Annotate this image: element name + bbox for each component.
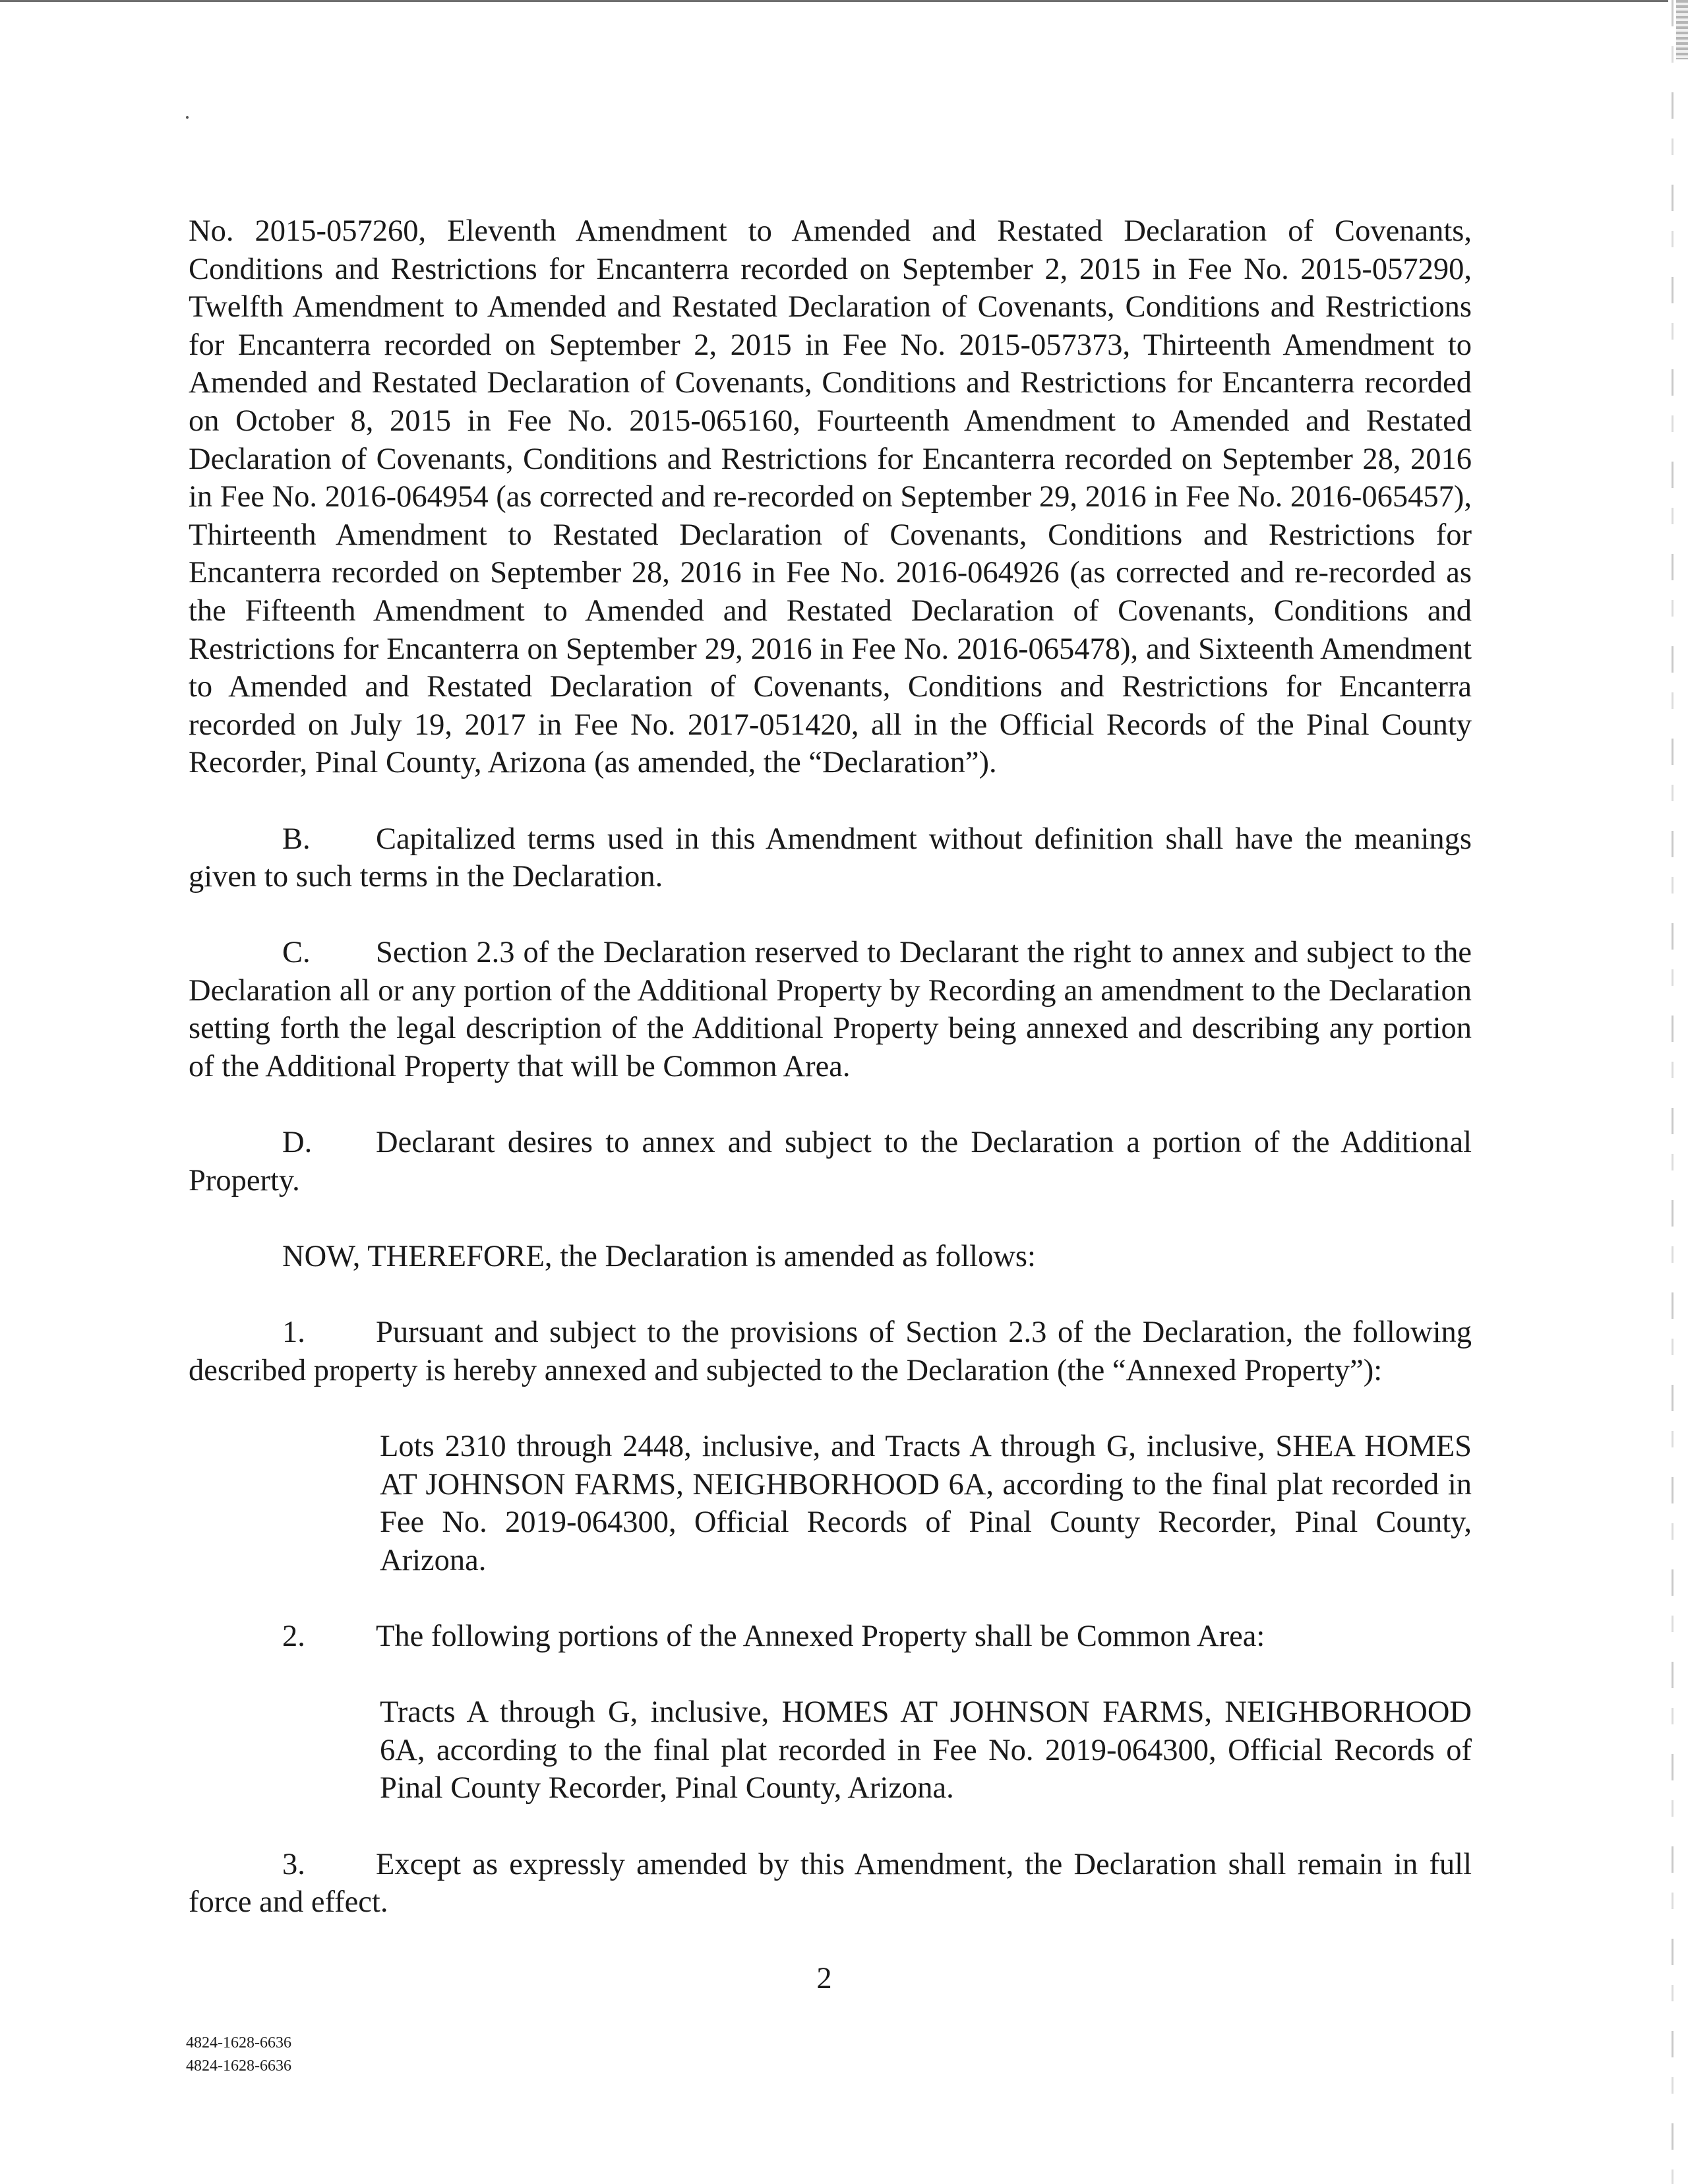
scan-right-edge	[1672, 0, 1673, 2184]
scan-corner-mark	[1676, 0, 1688, 59]
recital-text: Capitalized terms used in this Amendment without definition shall have the meanings given to such terms in the Declaration.	[189, 822, 1472, 894]
page-number: 2	[816, 1962, 832, 1995]
document-id: 4824-1628-6636	[186, 2034, 291, 2051]
section-text: The following portions of the Annexed Property shall be Common Area:	[376, 1619, 1265, 1653]
recital-label: D.	[282, 1126, 313, 1160]
recital-text: Declarant desires to annex and subject to the Declaration a portion of the Additional Property.	[189, 1126, 1472, 1198]
section-2-legal-description: Tracts A through G, inclusive, HOMES AT JOHNSON FARMS, NEIGHBORHOOD 6A, according to the final plat recorded in Fee No. 2019-064300, Official Records of Pinal County Recorder, Pinal County, Arizona.	[380, 1695, 1472, 1805]
section-text: Except as expressly amended by this Amendment, the Declaration shall remain in full force and effect.	[189, 1847, 1472, 1920]
section-1	[189, 1314, 1472, 1389]
now-therefore-clause: NOW, THEREFORE, the Declaration is amended as follows:	[282, 1240, 1036, 1274]
section-label: 1.	[282, 1316, 305, 1350]
recital-d	[189, 1124, 1472, 1199]
recital-continuation: No. 2015-057260, Eleventh Amendment to Amended and Restated Declaration of Covenants, Conditions and Restrictions for Encanterra recorded on September 2, 2015 in Fee No. 2015-057290, Twelfth Amendment to Amended and Restated Declaration of Covenants, Conditions and Restrictions for Encanterra recorded on September 2, 2015 in Fee No. 2015-057373, Thirteenth Amendment to Amended and Restated Declaration of Covenants, Conditions and Restrictions for Encanterra recorded on October 8, 2015 in Fee No. 2015-065160, Fourteenth Amendment to Amended and Restated Declaration of Covenants, Conditions and Restrictions for Encanterra recorded on September 28, 2016 in Fee No. 2016-064954 (as corrected and re-recorded on September 29, 2016 in Fee No. 2016-065457), Thirteenth Amendment to Restated Declaration of Covenants, Conditions and Restrictions for Encanterra recorded on September 28, 2016 in Fee No. 2016-064926 (as corrected and re-recorded as the Fifteenth Amendment to Amended and Restated Declaration of Covenants, Conditions and Restrictions for Encanterra on September 29, 2016 in Fee No. 2016-065478), and Sixteenth Amendment to Amended and Restated Declaration of Covenants, Conditions and Restrictions for Encanterra recorded on July 19, 2017 in Fee No. 2017-051420, all in the Official Records of the Pinal County Recorder, Pinal County, Arizona (as amended, the “Declaration”).	[189, 214, 1472, 780]
section-1-legal-description: Lots 2310 through 2448, inclusive, and Tracts A through G, inclusive, SHEA HOMES AT JOHNSON FARMS, NEIGHBORHOOD 6A, according to the final plat recorded in Fee No. 2019-064300, Official Records of Pinal County Recorder, Pinal County, Arizona.	[380, 1430, 1472, 1577]
document-id: 4824-1628-6636	[186, 2057, 291, 2075]
recital-b	[189, 820, 1472, 896]
recital-label: C.	[282, 936, 311, 970]
recital-c	[189, 934, 1472, 1085]
scan-top-edge	[0, 0, 1668, 2]
section-label: 3.	[282, 1847, 305, 1881]
section-label: 2.	[282, 1619, 305, 1653]
scan-speck	[186, 116, 189, 119]
recital-text: Section 2.3 of the Declaration reserved to Declarant the right to annex and subject to the Declaration all or any portion of the Additional Property by Recording an amendment to the Declaration setting forth the legal description of the Additional Property being annexed and describing any portion of the Additional Property that will be Common Area.	[189, 936, 1472, 1084]
document-body	[189, 212, 1472, 1922]
section-text: Pursuant and subject to the provisions of Section 2.3 of the Declaration, the following described property is hereby annexed and subjected to the Declaration (the “Annexed Property”):	[189, 1316, 1472, 1387]
section-3	[189, 1846, 1472, 1922]
section-2	[189, 1618, 1472, 1656]
recital-label: B.	[282, 822, 311, 856]
